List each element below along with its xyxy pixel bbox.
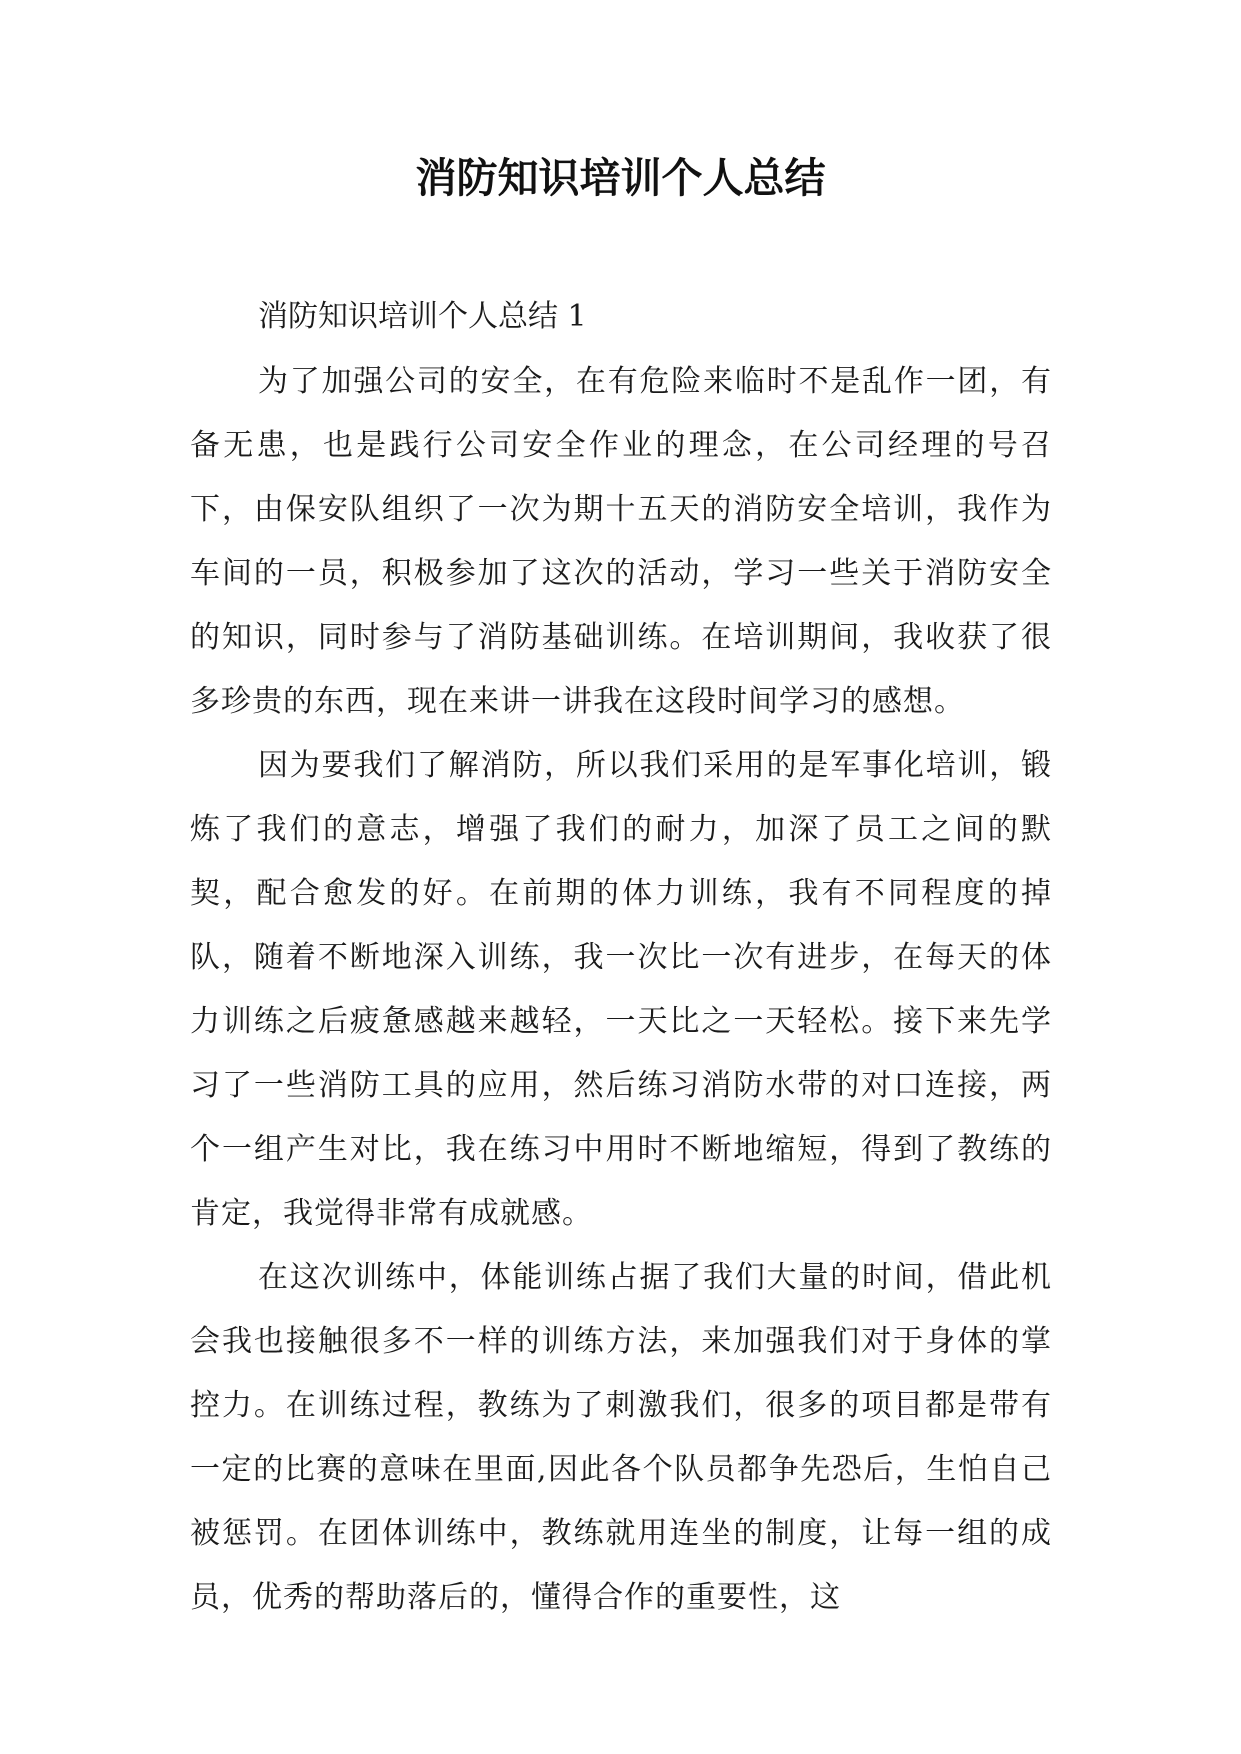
section-heading: 消防知识培训个人总结 1 (258, 299, 587, 334)
document-title: 消防知识培训个人总结 (415, 154, 826, 202)
document-body (190, 350, 1052, 1630)
paragraph-2: 因为要我们了解消防，所以我们采用的是军事化培训，锻炼了我们的意志，增强了我们的耐力，加深了员工之间的默契，配合愈发的好。在前期的体力训练，我有不同程度的掉队，随着不断地深入训练，我一次比一次有进步，在每天的体力训练之后疲惫感越来越轻，一天比之一天轻松。接下来先学习了一些消防工具的应用，然后练习消防水带的对口连接，两个一组产生对比，我在练习中用时不断地缩短，得到了教练的肯定，我觉得非常有成就感。 (190, 748, 1052, 1231)
paragraph-1: 为了加强公司的安全，在有危险来临时不是乱作一团，有备无患，也是践行公司安全作业的理念，在公司经理的号召下，由保安队组织了一次为期十五天的消防安全培训，我作为车间的一员，积极参加了这次的活动，学习一些关于消防安全的知识，同时参与了消防基础训练。在培训期间，我收获了很多珍贵的东西，现在来讲一讲我在这段时间学习的感想。 (190, 364, 1052, 719)
paragraph-3: 在这次训练中，体能训练占据了我们大量的时间，借此机会我也接触很多不一样的训练方法，来加强我们对于身体的掌控力。在训练过程，教练为了刺激我们，很多的项目都是带有一定的比赛的意味在里面,因此各个队员都争先恐后，生怕自己被惩罚。在团体训练中，教练就用连坐的制度，让每一组的成员，优秀的帮助落后的，懂得合作的重要性，这 (190, 1260, 1052, 1615)
